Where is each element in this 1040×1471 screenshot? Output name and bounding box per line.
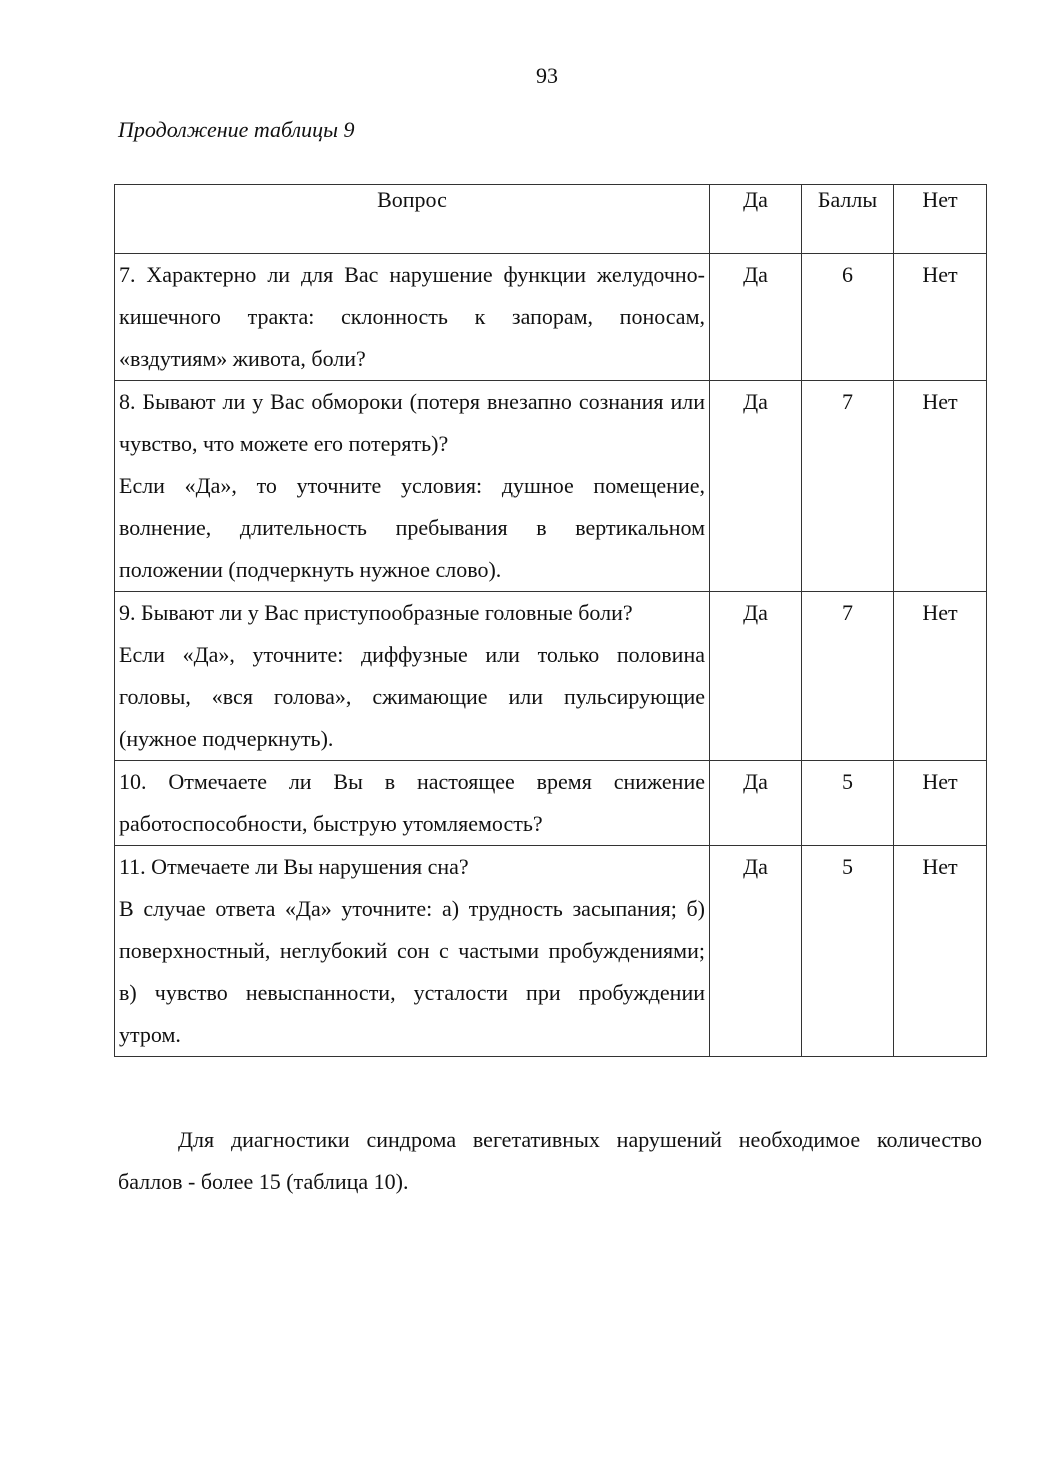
no-cell: Нет [894,846,987,1057]
yes-cell: Да [710,254,802,381]
table-row [115,592,987,761]
question-text: 8. Бывают ли у Вас обмороки (потеря внезапно сознания или чувство, что можете его потерять)? [119,389,705,456]
question-cell [115,592,710,761]
points-cell: 5 [802,761,894,846]
question-cell [115,381,710,592]
no-cell: Нет [894,254,987,381]
question-clarification: Если «Да», уточните: диффузные или только половина головы, «вся голова», сжимающие или пульсирующие (нужное подчеркнуть). [119,642,705,751]
table-row [115,846,987,1057]
question-cell [115,761,710,846]
page-number: 93 [536,63,558,88]
header-points: Баллы [802,185,894,254]
table-header-row [115,185,987,254]
yes-cell: Да [710,381,802,592]
table-row [115,381,987,592]
header-yes: Да [710,185,802,254]
no-cell: Нет [894,761,987,846]
table-row [115,254,987,381]
no-cell: Нет [894,592,987,761]
header-no: Нет [894,185,987,254]
questionnaire-table [114,184,987,1057]
question-text: 11. Отмечаете ли Вы нарушения сна? [119,854,469,879]
points-cell: 6 [802,254,894,381]
question-text: 9. Бывают ли у Вас приступообразные головные боли? [119,600,633,625]
body-paragraph: Для диагностики синдрома вегетативных нарушений необходимое количество баллов - более 15 (таблица 10). [118,1127,982,1194]
no-cell: Нет [894,381,987,592]
points-cell: 7 [802,592,894,761]
header-question: Вопрос [115,185,710,254]
points-cell: 7 [802,381,894,592]
yes-cell: Да [710,846,802,1057]
question-text: 7. Характерно ли для Вас нарушение функции желудочно-кишечного тракта: склонность к запорам, поносам, «вздутиям» живота, боли? [119,262,705,371]
points-cell: 5 [802,846,894,1057]
yes-cell: Да [710,592,802,761]
yes-cell: Да [710,761,802,846]
table-caption: Продолжение таблицы 9 [118,117,355,142]
question-cell [115,846,710,1057]
question-cell [115,254,710,381]
question-clarification: В случае ответа «Да» уточните: а) трудность засыпания; б) поверхностный, неглубокий сон с частыми пробуждениями; в) чувство невыспанности, усталости при пробуждении утром. [119,896,705,1047]
question-text: 10. Отмечаете ли Вы в настоящее время снижение работоспособности, быструю утомляемость? [119,769,705,836]
table-row [115,761,987,846]
question-clarification: Если «Да», то уточните условия: душное помещение, волнение, длительность пребывания в вертикальном положении (подчеркнуть нужное слово). [119,473,705,582]
